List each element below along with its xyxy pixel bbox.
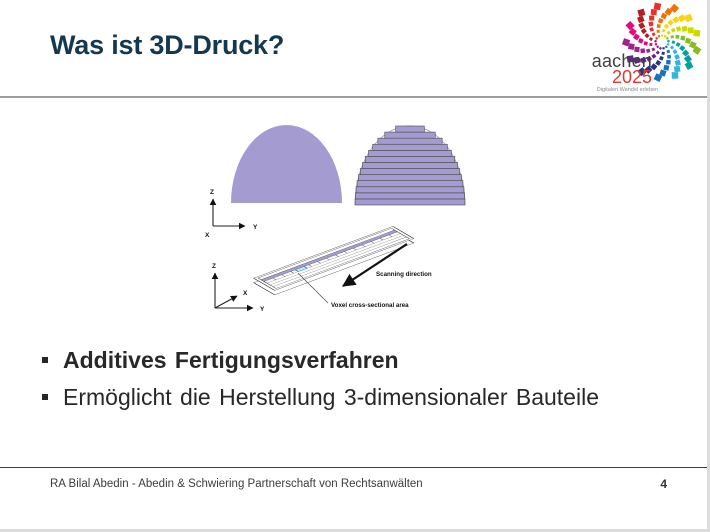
axis-z-label: Z (210, 189, 214, 196)
3d-print-figure (195, 112, 475, 318)
bullet-list (42, 345, 599, 419)
logo-year: 2025 (611, 67, 652, 87)
logo-name: aachen (591, 51, 652, 71)
aachen-2025-logo (586, 2, 704, 96)
axis-y-label: Y (260, 306, 265, 313)
logo-tagline: Digitalen Wandel erleben (596, 87, 658, 93)
axis-x-label: X (205, 232, 210, 239)
bullet-square-icon (42, 357, 48, 363)
list-item (42, 382, 599, 412)
page-title: Was ist 3D-Druck? (50, 30, 285, 60)
voxel-slab (254, 226, 414, 290)
title-divider (0, 96, 707, 98)
3d-print-diagram (195, 112, 475, 318)
footer-divider (0, 467, 707, 468)
bullet-text: Additives Fertigungsverfahren (63, 347, 399, 373)
list-item (42, 345, 599, 375)
page-number: 4 (660, 477, 667, 491)
layered-dome-shape (355, 126, 465, 205)
axis-y-label: Y (253, 224, 258, 231)
voxel-area-label: Voxel cross-sectional area (331, 302, 409, 309)
bullet-text: Ermöglicht die Herstellung 3-dimensionaler Bauteile (63, 384, 599, 410)
footer-text: RA Bilal Abedin - Abedin & Schwiering Partnerschaft von Rechtsanwälten (50, 478, 423, 490)
axis-x-label: X (243, 290, 248, 297)
scanning-direction-label: Scanning direction (376, 271, 432, 278)
axis-z-label: Z (212, 263, 216, 270)
smooth-dome-shape (231, 125, 342, 203)
axis-2d (213, 199, 245, 226)
bullet-square-icon (42, 394, 48, 400)
